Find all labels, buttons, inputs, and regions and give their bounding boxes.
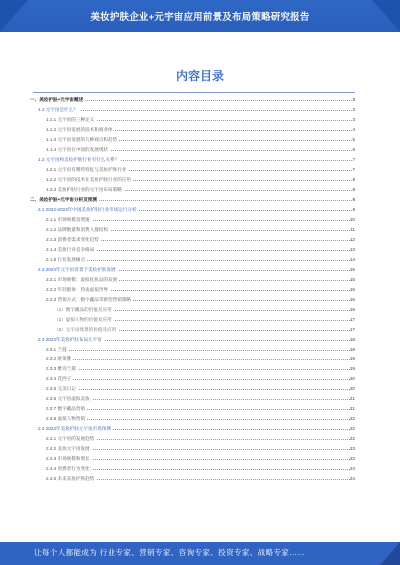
toc-entry[interactable] bbox=[0, 135, 400, 144]
toc-entry[interactable] bbox=[0, 474, 400, 483]
toc-divider bbox=[33, 92, 355, 93]
toc-entry-page: 24 bbox=[349, 476, 355, 482]
toc-entry-page: 6 bbox=[352, 146, 355, 152]
toc-entry-text: 2.4 2023年美妆护肤元宇宙市场预测 bbox=[38, 426, 112, 432]
toc-entry-text: 2.2.1 市场规模：虚拟化妆品的发展 bbox=[46, 276, 118, 282]
toc-entry[interactable] bbox=[0, 145, 400, 154]
toc-entry[interactable] bbox=[0, 295, 400, 304]
toc-entry[interactable] bbox=[0, 414, 400, 423]
toc-entry-page: 13 bbox=[349, 246, 355, 252]
report-title: 美妆护肤企业+元宇宙应用前景及布局策略研究报告 bbox=[90, 12, 310, 23]
toc-entry[interactable] bbox=[0, 225, 400, 234]
toc-entry-text: 1.1.4 元宇宙在中国的发展现状 bbox=[46, 146, 109, 152]
toc-leader-dots bbox=[50, 399, 352, 400]
toc-entry-page: 3 bbox=[352, 106, 355, 112]
toc-entry-text: （2）虚拟人物的价值及应用 bbox=[54, 316, 112, 322]
toc-entry-page: 23 bbox=[349, 456, 355, 462]
toc-leader-dots bbox=[50, 459, 352, 460]
toc-entry[interactable] bbox=[0, 384, 400, 393]
toc-entry[interactable] bbox=[0, 255, 400, 264]
toc-entry-text: 2.3.2 欧莱雅 bbox=[46, 356, 72, 362]
toc-entry-text: 1.1.1 元宇宙的三种定义 bbox=[46, 116, 95, 122]
toc-entry[interactable] bbox=[0, 454, 400, 463]
toc-entry[interactable] bbox=[0, 335, 400, 344]
toc-entry[interactable] bbox=[0, 325, 400, 334]
toc-entry[interactable] bbox=[0, 245, 400, 254]
toc-entry-text: 2.2.3 营销方式：数字藏品等新型营销策略 bbox=[46, 296, 131, 302]
toc-entry-text: 2.4.1 元宇宙的发展趋势 bbox=[46, 436, 95, 442]
toc-entry-text: 1.1.3 元宇宙发展的几种观点和趋势 bbox=[46, 136, 118, 142]
toc-entry[interactable] bbox=[0, 275, 400, 284]
toc-entry-text: 2.3.6 元宇宙虚拟美妆 bbox=[46, 396, 90, 402]
toc-entry-page: 5 bbox=[352, 136, 355, 142]
report-header-banner bbox=[0, 0, 400, 32]
toc-entry-page: 21 bbox=[349, 406, 355, 412]
toc-entry-page: 22 bbox=[349, 426, 355, 432]
toc-entry[interactable] bbox=[0, 444, 400, 453]
toc-entry-page: 7 bbox=[352, 166, 355, 172]
toc-entry-page: 21 bbox=[349, 396, 355, 402]
toc-entry-text: 2.1 2022-2023年中国美妆护肤行业市场运行分析 bbox=[38, 206, 137, 212]
toc-entry-page: 16 bbox=[349, 306, 355, 312]
toc-entry-text: 2.1.1 市场规模及增速 bbox=[46, 216, 90, 222]
toc-entry-text: 2.2 2023年元宇宙背景下美妆护肤发展 bbox=[38, 266, 116, 272]
footer-banner bbox=[0, 542, 400, 565]
toc-entry-page: 11 bbox=[350, 226, 355, 232]
toc-entry-text: 1.2.2 元宇宙的技术在美妆护肤行业的应用 bbox=[46, 176, 131, 182]
toc-entry[interactable] bbox=[0, 215, 400, 224]
toc-leader-dots bbox=[50, 369, 352, 370]
toc-entry-page: 7 bbox=[352, 156, 355, 162]
toc-entry-text: 2.3.8 虚拟人物营销 bbox=[46, 416, 86, 422]
toc-entry[interactable] bbox=[0, 155, 400, 164]
toc-entry-text: 1.2.1 元宇宙有哪些特征与美妆护肤行业 bbox=[46, 166, 127, 172]
toc-entry-text: 2.3.4 花西子 bbox=[46, 376, 72, 382]
toc-entry-page: 14 bbox=[349, 256, 355, 262]
toc-leader-dots bbox=[50, 350, 352, 351]
toc-entry[interactable] bbox=[0, 105, 400, 114]
toc-entry-page: 4 bbox=[352, 126, 355, 132]
toc-leader-dots bbox=[50, 359, 352, 360]
toc-entry[interactable] bbox=[0, 115, 400, 124]
toc-entry-text: 2.4.4 消费者行为变化 bbox=[46, 466, 90, 472]
toc-leader-dots bbox=[42, 110, 352, 111]
toc-entry-text: 2.2.2 年轻群体：热衷虚拟世界 bbox=[46, 286, 109, 292]
toc-leader-dots bbox=[50, 260, 352, 261]
toc-title: 内容目录 bbox=[175, 69, 224, 83]
toc-entry-page: 8 bbox=[352, 176, 355, 182]
toc-entry-text: 2.1.5 行业发展痛点 bbox=[46, 256, 86, 262]
toc-entry[interactable] bbox=[0, 305, 400, 314]
toc-entry-page: 17 bbox=[349, 326, 355, 332]
toc-entry-text: 2.3.5 完美日记 bbox=[46, 386, 76, 392]
toc-entry[interactable] bbox=[0, 205, 400, 214]
toc-entry-page: 12 bbox=[349, 236, 355, 242]
toc-entry-page: 15 bbox=[349, 276, 355, 282]
toc-entry[interactable] bbox=[0, 354, 400, 363]
toc-entry[interactable] bbox=[0, 165, 400, 174]
toc-entry-page: 20 bbox=[349, 376, 355, 382]
footer-decoration bbox=[380, 542, 400, 565]
toc-entry[interactable] bbox=[0, 464, 400, 473]
toc-entry-page: 3 bbox=[352, 116, 355, 122]
toc-entry[interactable] bbox=[0, 235, 400, 244]
toc-entry[interactable] bbox=[0, 404, 400, 413]
toc-entry-text: 2.3.1 兰蔻 bbox=[46, 346, 67, 352]
toc-entry[interactable] bbox=[0, 374, 400, 383]
toc-entry-page: 10 bbox=[349, 216, 355, 222]
toc-entry[interactable] bbox=[0, 285, 400, 294]
toc-entry-text: 2.4.2 美妆元宇宙发展 bbox=[46, 446, 90, 452]
toc-entry-page: 17 bbox=[349, 316, 355, 322]
toc-entry-text: 2.1.2 品牌数量和消费人群结构 bbox=[46, 226, 109, 232]
toc-entry-text: 2.3.3 雅诗兰黛 bbox=[46, 366, 76, 372]
toc-entry-text: 2.3 2023年美妆护肤布局元宇宙 bbox=[38, 336, 102, 342]
toc-entry-text: 1.1 元宇宙是什么？ bbox=[38, 106, 78, 112]
toc-leader-dots bbox=[50, 409, 352, 410]
toc-entry-text: 1.2 元宇宙和美妆护肤行业有什么关系？ bbox=[38, 156, 120, 162]
toc-leader-dots bbox=[50, 389, 352, 390]
toc-entry-page: 24 bbox=[349, 466, 355, 472]
toc-entry-text: 1.1.2 元宇宙发展的技术和商业体 bbox=[46, 126, 113, 132]
toc-entry[interactable] bbox=[0, 265, 400, 274]
toc-entry-text: 2.4.3 市场规模和增长 bbox=[46, 456, 90, 462]
toc-entry-text: 1.2.3 美妆护肤行业的元宇宙布局策略 bbox=[46, 186, 122, 192]
toc-entry-text: （3）元宇宙场景的价值及应用 bbox=[54, 326, 117, 332]
toc-entry-text: 2.4.5 未来美妆护肤趋势 bbox=[46, 476, 95, 482]
toc-entry[interactable] bbox=[0, 315, 400, 324]
toc-leader-dots bbox=[50, 220, 352, 221]
toc-entry-page: 16 bbox=[349, 296, 355, 302]
toc-entry-page: 16 bbox=[349, 286, 355, 292]
toc-entry-page: 23 bbox=[349, 446, 355, 452]
toc-entry-page: 9 bbox=[352, 206, 355, 212]
toc-entry[interactable] bbox=[0, 394, 400, 403]
toc-entry-page: 19 bbox=[349, 356, 355, 362]
toc-entry[interactable] bbox=[0, 345, 400, 354]
toc-leader-dots bbox=[50, 449, 352, 450]
footer-slogan: 让每个人都能成为 行业专家、营销专家、咨询专家、投资专家、战略专家…… bbox=[34, 548, 306, 557]
toc-entry[interactable] bbox=[0, 364, 400, 373]
toc-entry-text: 一、美妆护肤+元宇宙概述 bbox=[30, 97, 84, 102]
toc-entry-page: 3 bbox=[352, 97, 355, 102]
toc-entry-page: 22 bbox=[349, 416, 355, 422]
toc-entry-page: 22 bbox=[349, 436, 355, 442]
toc-entry-page: 15 bbox=[349, 266, 355, 272]
toc-entry-text: 2.1.4 美妆行业竞争格局 bbox=[46, 246, 95, 252]
toc-entry[interactable] bbox=[0, 434, 400, 443]
toc-leader-dots bbox=[50, 419, 352, 420]
toc-entry[interactable] bbox=[0, 175, 400, 184]
toc-entry-text: 二、美妆护肤+元宇宙分析及预测 bbox=[30, 196, 97, 202]
toc-leader-dots bbox=[50, 469, 352, 470]
toc-entry-page: 19 bbox=[349, 366, 355, 372]
toc-entry-page: 8 bbox=[352, 186, 355, 192]
toc-entry-text: 2.3.7 数字藏品营销 bbox=[46, 406, 86, 412]
toc-entry[interactable] bbox=[0, 195, 400, 204]
toc-entry-text: （1）数字藏品的价值及应用 bbox=[54, 306, 112, 312]
toc-entry[interactable] bbox=[0, 125, 400, 134]
toc-entry-text: 2.1.3 消费者需求变化趋势 bbox=[46, 236, 99, 242]
toc-entry-page: 18 bbox=[349, 346, 355, 352]
toc-entry[interactable] bbox=[0, 95, 400, 104]
toc-entry-page: 18 bbox=[349, 336, 355, 342]
toc-leader-dots bbox=[50, 379, 352, 380]
toc-entry-page: 9 bbox=[352, 196, 355, 202]
toc-entry[interactable] bbox=[0, 185, 400, 194]
toc-entry[interactable] bbox=[0, 424, 400, 433]
toc-entry-page: 20 bbox=[349, 386, 355, 392]
